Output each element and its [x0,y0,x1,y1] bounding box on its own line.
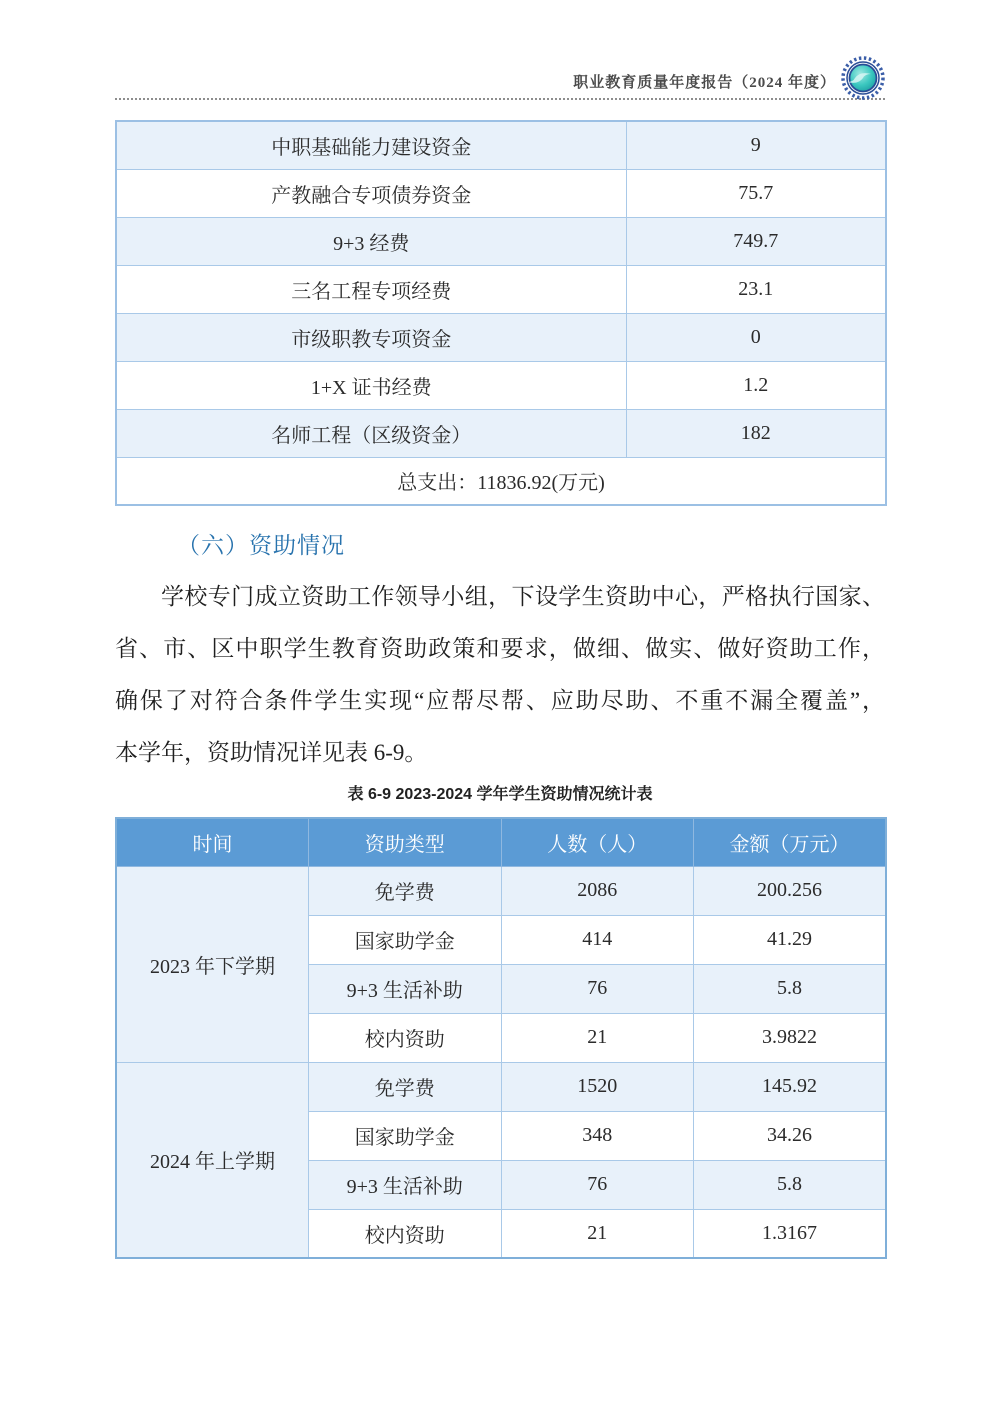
funding-item-cell: 中职基础能力建设资金 [116,121,626,169]
type-cell: 9+3 生活补助 [309,1160,502,1209]
funding-row [116,361,886,409]
aid-header-row [116,818,886,866]
period-cell: 2023 年下学期 [116,866,309,1062]
paragraph-line: 省、市、区中职学生教育资助政策和要求，做细、做实、做好资助工作， [115,636,885,661]
funding-value-cell: 0 [626,313,886,361]
funding-item-cell: 产教融合专项债券资金 [116,169,626,217]
funding-total-cell: 总支出：11836.92(万元) [116,457,886,505]
aid-row [116,866,886,915]
count-cell: 2086 [501,866,694,915]
funding-row [116,265,886,313]
funding-item-cell: 1+X 证书经费 [116,361,626,409]
col-header-type: 资助类型 [309,818,502,866]
col-header-time: 时间 [116,818,309,866]
amount-cell: 145.92 [694,1062,887,1111]
funding-value-cell: 1.2 [626,361,886,409]
col-header-amount: 金额（万元） [694,818,887,866]
paragraph-line: 本学年，资助情况详见表 6-9。 [115,740,428,765]
amount-cell: 41.29 [694,915,887,964]
body-paragraph [115,571,885,779]
page-header [115,54,885,100]
funding-item-cell: 三名工程专项经费 [116,265,626,313]
type-cell: 9+3 生活补助 [309,964,502,1013]
period-cell: 2024 年上学期 [116,1062,309,1258]
funding-value-cell: 182 [626,409,886,457]
count-cell: 21 [501,1209,694,1258]
amount-cell: 3.9822 [694,1013,887,1062]
amount-cell: 200.256 [694,866,887,915]
count-cell: 1520 [501,1062,694,1111]
type-cell: 校内资助 [309,1013,502,1062]
count-cell: 21 [501,1013,694,1062]
type-cell: 国家助学金 [309,915,502,964]
funding-value-cell: 23.1 [626,265,886,313]
amount-cell: 1.3167 [694,1209,887,1258]
aid-table [115,817,887,1259]
amount-cell: 5.8 [694,1160,887,1209]
type-cell: 免学费 [309,866,502,915]
funding-table [115,120,887,506]
funding-value-cell: 75.7 [626,169,886,217]
funding-row [116,217,886,265]
count-cell: 414 [501,915,694,964]
col-header-count: 人数（人） [501,818,694,866]
report-title: 职业教育质量年度报告（2024 年度） [573,75,836,91]
funding-value-cell: 749.7 [626,217,886,265]
funding-item-cell: 9+3 经费 [116,217,626,265]
type-cell: 校内资助 [309,1209,502,1258]
funding-row [116,121,886,169]
funding-row [116,313,886,361]
paragraph-line: 学校专门成立资助工作领导小组，下设学生资助中心，严格执行国家、 [161,584,885,609]
table-caption: 表 6-9 2023-2024 学年学生资助情况统计表 [347,786,653,803]
aid-row [116,1062,886,1111]
count-cell: 76 [501,964,694,1013]
type-cell: 国家助学金 [309,1111,502,1160]
school-emblem-icon [841,56,885,100]
type-cell: 免学费 [309,1062,502,1111]
section-heading: （六）资助情况 [177,533,345,558]
funding-item-cell: 市级职教专项资金 [116,313,626,361]
funding-value-cell: 9 [626,121,886,169]
count-cell: 348 [501,1111,694,1160]
funding-row [116,409,886,457]
amount-cell: 34.26 [694,1111,887,1160]
funding-row [116,169,886,217]
count-cell: 76 [501,1160,694,1209]
paragraph-line: 确保了对符合条件学生实现“应帮尽帮、应助尽助、不重不漏全覆盖”， [115,688,885,713]
funding-item-cell: 名师工程（区级资金） [116,409,626,457]
amount-cell: 5.8 [694,964,887,1013]
funding-total-row [116,457,886,505]
